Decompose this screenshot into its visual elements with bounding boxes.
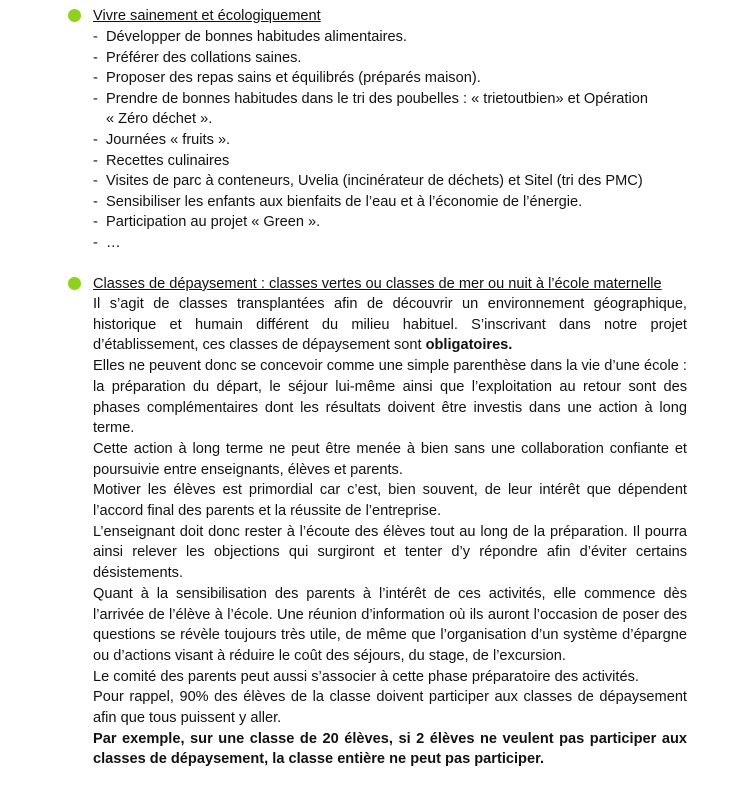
green-bullet-icon (68, 277, 81, 290)
list-item: - Prendre de bonnes habitudes dans le tri des poubelles : « trietoutbien» et Opération « Zéro déchet ». (93, 89, 693, 130)
list-item-continuation: « Zéro déchet ». (106, 111, 213, 128)
paragraph: Quant à la sensibilisation des parents à l’intérêt de ces activités, elle commence dès l’arrivée de l’élève à l’école. Une réunion d’information où ils auront l’occasion de poser des questions se révèle toujours très utile, de même que l’organisation d’un système d’épargne ou d’actions visant à réduire le coût des séjours, du stage, de l’excursion. (93, 585, 687, 664)
list-item: - Journées « fruits ». (93, 131, 231, 148)
section-heading-vivre-sainement: Vivre sainement et écologiquement (93, 8, 321, 24)
list-item: - Sensibiliser les enfants aux bienfaits de l’eau et à l’économie de l’énergie. (93, 193, 583, 210)
section-heading-classes-depaysement: Classes de dépaysement : classes vertes ou classes de mer ou nuit à l’école maternelle (93, 276, 662, 292)
green-bullet-icon (68, 9, 81, 22)
section-body-classes-depaysement (93, 294, 687, 770)
list-item: - … (93, 234, 121, 251)
list-item: - Visites de parc à conteneurs, Uvelia (incinérateur de déchets) et Sitel (tri des PMC) (93, 173, 643, 190)
list-item: - Développer de bonnes habitudes alimentaires. (93, 29, 407, 45)
paragraph: Le comité des parents peut aussi s’associer à cette phase préparatoire des activités. (93, 668, 639, 685)
list-item: - Proposer des repas sains et équilibrés (préparés maison). (93, 70, 481, 87)
list-item: - Recettes culinaires (93, 152, 230, 169)
paragraph: Pour rappel, 90% des élèves de la classe doivent participer aux classes de dépaysement afin que tous puissent y aller. (93, 689, 687, 727)
paragraph: Motiver les élèves est primordial car c’est, bien souvent, de leur intérêt que dépendent l’accord final des parents et la réussite de l’entreprise. (93, 482, 687, 520)
list-vivre-sainement (93, 27, 693, 254)
list-item: - Préférer des collations saines. (93, 49, 302, 66)
bold-emphasis: obligatoires. (425, 337, 513, 354)
paragraph: Il s’agit de classes transplantées afin de découvrir un environnement géographique, historique et humain différent du milieu habituel. S’inscrivant dans notre projet d’établissement, ces classes de dépaysement sont obligatoires. (93, 296, 687, 354)
paragraph: Cette action à long terme ne peut être menée à bien sans une collaboration confiante et poursuivie entre enseignants, élèves et parents. (93, 440, 687, 478)
paragraph: Elles ne peuvent donc se concevoir comme une simple parenthèse dans la vie d’une école : la préparation du départ, le séjour lui-même ainsi que l’exploitation au retour sont des phases complémentaires dont les résultats doivent être investis dans une action à long terme. (93, 358, 687, 437)
list-item: - Participation au projet « Green ». (93, 214, 321, 231)
paragraph: L’enseignant doit donc rester à l’écoute des élèves tout au long de la préparation. Il pourra ainsi relever les objections qui surgiront et tenter d’y répondre afin d’éviter certains désistements. (93, 523, 687, 582)
paragraph-bold-example: Par exemple, sur une classe de 20 élèves, si 2 élèves ne veulent pas participer aux classes de dépaysement, la classe entière ne peut pas participer. (93, 730, 687, 768)
